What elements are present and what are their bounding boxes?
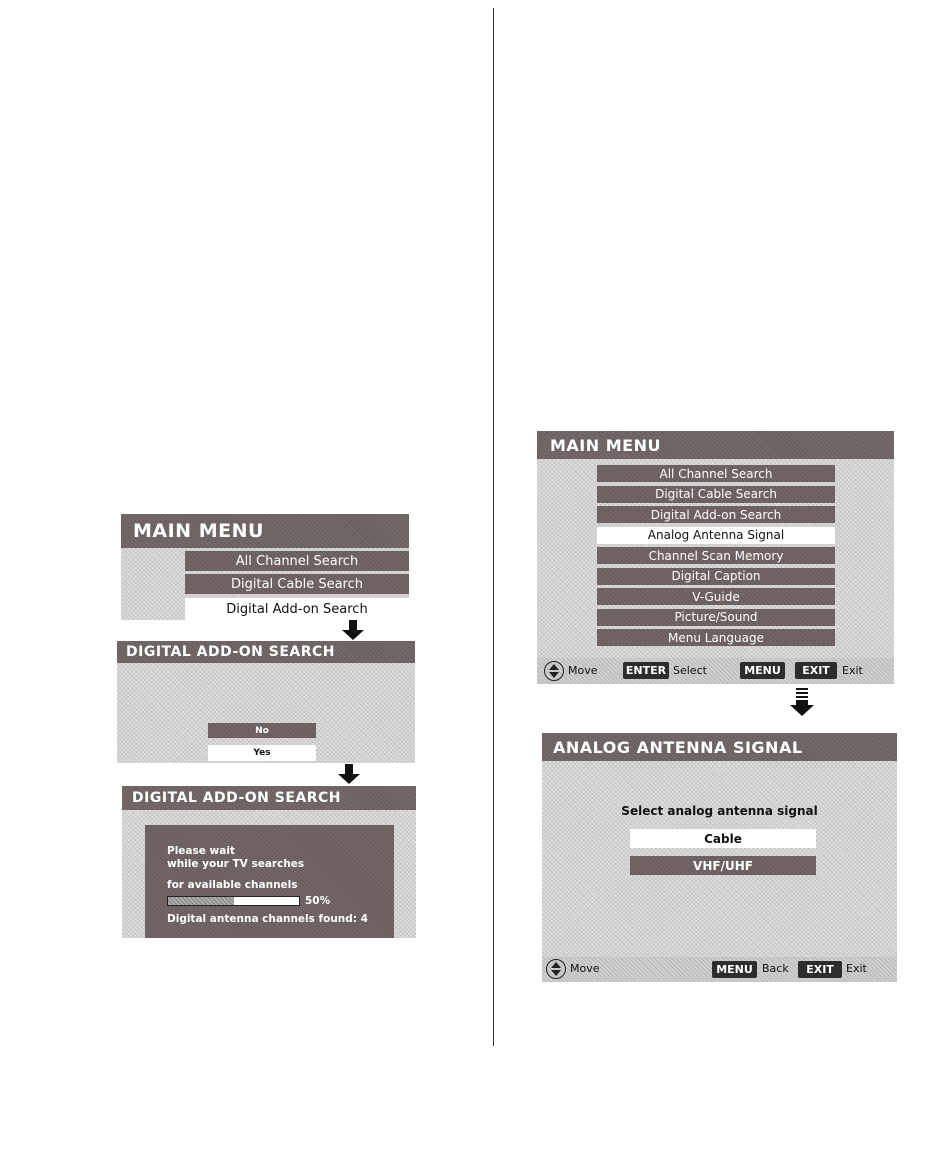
main-menu-title-right-text: MAIN MENU: [550, 435, 661, 455]
progress-panel: [145, 825, 394, 938]
move-label: Move: [568, 664, 598, 677]
progress-bar: [167, 896, 300, 906]
move-arrows-icon: [546, 959, 566, 979]
down-arrow-icon: [342, 620, 364, 640]
main-menu-screen: [537, 431, 894, 684]
menu-item-all-channel-search[interactable]: All Channel Search: [597, 465, 835, 482]
back-label: Back: [762, 962, 789, 975]
main-menu-title: [121, 514, 409, 548]
main-menu-screen-cropped: [121, 514, 409, 620]
down-arrow-icon: [338, 764, 360, 784]
wait-line-2: while your TV searches: [167, 858, 305, 870]
main-menu-title-right: [537, 431, 894, 459]
option-cable[interactable]: Cable: [630, 829, 816, 848]
add-on-search-progress-screen: [122, 786, 416, 938]
progress-percent: 50%: [305, 895, 331, 907]
main-menu-title-text: MAIN MENU: [133, 520, 264, 542]
enter-key-button[interactable]: ENTER: [623, 662, 669, 679]
add-on-search-confirm-screen: [117, 641, 415, 763]
analog-antenna-signal-screen: [542, 733, 897, 982]
down-arrow-icon: [790, 688, 814, 718]
exit-label: Exit: [842, 664, 863, 677]
channels-found-text: Digital antenna channels found: 4: [167, 913, 368, 925]
analog-title: [542, 733, 897, 761]
menu-key-button[interactable]: MENU: [712, 961, 757, 978]
menu-item-digital-add-on-search[interactable]: Digital Add-on Search: [597, 506, 835, 523]
option-vhf-uhf[interactable]: VHF/UHF: [630, 856, 816, 875]
wait-line-1: Please wait: [167, 845, 235, 857]
menu-item-picture-sound[interactable]: Picture/Sound: [597, 609, 835, 626]
move-label: Move: [570, 962, 600, 975]
main-menu-footer: [537, 658, 894, 684]
exit-label: Exit: [846, 962, 867, 975]
select-label: Select: [673, 664, 707, 677]
menu-item-all-channel-search[interactable]: All Channel Search: [185, 551, 409, 571]
analog-title-text: ANALOG ANTENNA SIGNAL: [553, 737, 803, 757]
menu-item-v-guide[interactable]: V-Guide: [597, 588, 835, 605]
menu-item-digital-add-on-search[interactable]: Digital Add-on Search: [185, 598, 409, 620]
progress-title: [122, 786, 416, 810]
confirm-title: [117, 641, 415, 663]
progress-title-text: DIGITAL ADD-ON SEARCH: [132, 790, 342, 806]
progress-bar-fill: [168, 897, 234, 905]
column-divider: [493, 8, 494, 1046]
option-no[interactable]: No: [208, 723, 316, 738]
menu-item-analog-antenna-signal[interactable]: Analog Antenna Signal: [597, 527, 835, 544]
menu-item-menu-language[interactable]: Menu Language: [597, 629, 835, 646]
confirm-title-text: DIGITAL ADD-ON SEARCH: [126, 644, 336, 660]
menu-item-digital-cable-search[interactable]: Digital Cable Search: [185, 574, 409, 594]
menu-item-channel-scan-memory[interactable]: Channel Scan Memory: [597, 547, 835, 564]
menu-item-digital-cable-search[interactable]: Digital Cable Search: [597, 486, 835, 503]
menu-key-button[interactable]: MENU: [740, 662, 785, 679]
analog-footer: [542, 957, 897, 982]
move-arrows-icon: [544, 661, 564, 681]
option-yes[interactable]: Yes: [208, 745, 316, 761]
analog-prompt: Select analog antenna signal: [621, 804, 818, 818]
exit-key-button[interactable]: EXIT: [795, 662, 837, 679]
exit-key-button[interactable]: EXIT: [798, 961, 842, 978]
wait-line-3: for available channels: [167, 879, 298, 891]
menu-item-digital-caption[interactable]: Digital Caption: [597, 568, 835, 585]
